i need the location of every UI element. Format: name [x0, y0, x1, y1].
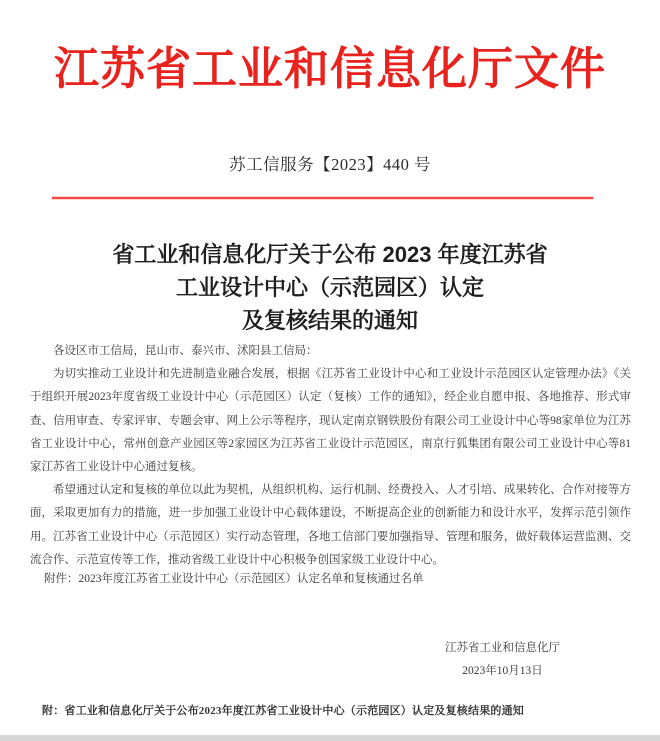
page-bottom-edge	[0, 735, 660, 741]
notice-title	[0, 238, 660, 337]
signature-date: 2023年10月13日	[462, 665, 543, 677]
notice-title-line-3: 及复核结果的通知	[241, 308, 418, 333]
attachment-line: 附件：2023年度江苏省工业设计中心（示范园区）认定名单和复核通过名单	[44, 573, 424, 585]
signature-block	[445, 637, 560, 683]
notice-title-line-1: 省工业和信息化厅关于公布 2023 年度江苏省	[112, 242, 548, 267]
signature-agency: 江苏省工业和信息化厅	[445, 642, 560, 654]
body-paragraph-1: 为切实推动工业设计和先进制造业融合发展，根据《江苏省工业设计中心和工业设计示范园区认定管理办法》《关于组织开展2023年度省级工业设计中心（示范园区）认定（复核）工作的通知》，经企业自愿申报、各地推荐、形式审查、信用审查、专家评审、专题会审、网上公示等程序，现认定南京钢铁股份有限公司工业设计中心等98家单位为江苏省工业设计中心，常州创意产业园区等2家园区为江苏省工业设计示范园区，南京行狐集团有限公司工业设计中心等81家江苏省工业设计中心通过复核。	[30, 368, 631, 474]
footer-attachment-note: 附：省工业和信息化厅关于公布2023年度江苏省工业设计中心（示范园区）认定及复核结果的通知	[42, 705, 524, 717]
agency-header-title: 江苏省工业和信息化厅文件	[53, 44, 606, 94]
document-number: 苏工信服务【2023】440 号	[229, 155, 431, 174]
document-body	[30, 340, 631, 572]
notice-title-line-2: 工业设计中心（示范园区）认定	[175, 275, 484, 300]
salutation-line: 各设区市工信局，昆山市、泰兴市、沭阳县工信局：	[53, 345, 318, 357]
red-divider-line	[52, 197, 593, 199]
body-paragraph-2: 希望通过认定和复核的单位以此为契机，从组织机构、运行机制、经费投入、人才引培、成果转化、合作对接等方面，采取更加有力的措施，进一步加强工业设计中心载体建设，不断提高企业的创新能力和设计水平，发挥示范引领作用。江苏省工业设计中心（示范园区）实行动态管理，各地工信部门要加强指导、管理和服务，做好载体运营监测、交流合作、示范宣传等工作，推动省级工业设计中心积极争创国家级工业设计中心。	[30, 484, 631, 566]
